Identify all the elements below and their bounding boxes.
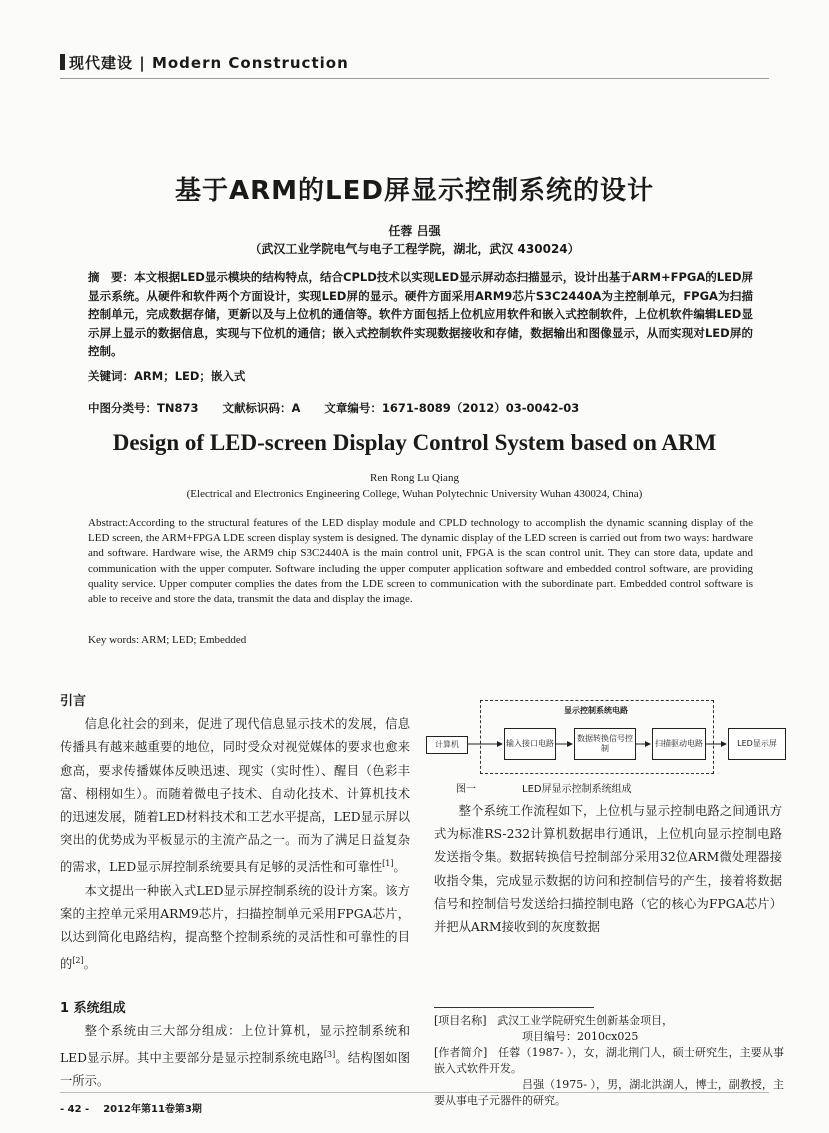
node-led-screen: LED显示屏 [728, 728, 786, 760]
paper-title-en: Design of LED-screen Display Control System based on ARM [112, 430, 717, 455]
section1-paragraph-1: 整个系统由三大部分组成：上位计算机，显示控制系统和LED显示屏。其中主要部分是显示控制系统电路[3]。结构图如图一所示。 [60, 1023, 410, 1089]
page-number: - 42 - [60, 1104, 90, 1115]
affiliation-cn: （武汉工业学院电气与电子工程学院，湖北，武汉 430024） [249, 242, 580, 256]
footnote-divider [434, 1007, 594, 1008]
citation-ref: [2] [72, 956, 84, 966]
header-bar-mark [60, 54, 65, 70]
node-scan-driver: 扫描驱动电路 [652, 728, 706, 760]
page-footer [60, 1100, 202, 1115]
citation-ref: [3] [323, 1050, 336, 1060]
paper-title-cn: 基于ARM的LED屏显示控制系统的设计 [175, 176, 654, 206]
intro-paragraph-1: 信息化社会的到来，促进了现代信息显示技术的发展，信息传播具有越来越重要的地位，同时受众对视觉媒体的要求也愈来愈高，要求传播媒体反映迅速、现实（实时性）、醒目（色彩丰富、栩栩如生）。而随着微电子技术、自动化技术、计算机技术的迅速发展，随着LED材料技术和工艺水平提高，LED显示屏以突出的优势成为平板显示的主流产品之一。而为了满足日益复杂的需求，LED显示屏控制系统要具有足够的灵活性和可靠性[1]。 [60, 717, 410, 875]
control-circuit-label: 显示控制系统电路 [564, 706, 628, 715]
class-number: 中图分类号：TN873 [88, 401, 199, 415]
issue-info: 2012年第11卷第3期 [103, 1104, 202, 1115]
footnote-project-number: 项目编号：2010cx025 [522, 1030, 639, 1043]
footnote-author-label: [作者简介] [434, 1046, 488, 1059]
running-header: 现代建设 | Modern Construction [60, 52, 349, 73]
abstract-cn-label: 摘 要： [88, 270, 135, 284]
keywords-cn: 关键词：ARM；LED；嵌入式 [88, 369, 246, 383]
body-left-column [60, 690, 410, 1094]
header-section-label-en: Modern Construction [151, 54, 349, 72]
classification-line [88, 400, 597, 416]
footnote-author-2: 吕强（1975- ），男，湖北洪湖人，博士，副教授，主要从事电子元器件的研究。 [434, 1078, 784, 1107]
body-right-column [434, 800, 782, 939]
figure-title: LED屏显示控制系统组成 [522, 784, 632, 795]
section-heading-intro: 引言 [60, 694, 87, 709]
authors-en: Ren Rong Lu Qiang [370, 472, 459, 484]
article-number: 文章编号：1671-8089（2012）03-0042-03 [324, 401, 580, 415]
abstract-cn [88, 268, 753, 361]
node-input-interface: 输入接口电路 [504, 728, 556, 760]
footnote-project-label: [项目名称] [434, 1014, 487, 1027]
affiliation-en: (Electrical and Electronics Engineering College, Wuhan Polytechnic University Wuhan 430024, China) [186, 488, 643, 500]
header-section-label: 现代建设 [69, 54, 134, 72]
abstract-cn-text: 本文根据LED显示模块的结构特点，结合CPLD技术以实现LED显示屏动态扫描显示，设计出基于ARM+FPGA的LED屏显示系统。从硬件和软件两个方面设计，实现LED屏的显示。硬件方面采用ARM9芯片S3C2440A为主控制单元，FPGA为扫描控制单元，完成数据存储，更新以及与上位机的通信等。软件方面包括上位机应用软件和嵌入式控制软件，上位机软件编辑LED显示屏上显示的数据信息，实现与下位机的通信；嵌入式控制软件实现数据接收和存储，数据输出和图像显示，从而实现对LED屏的控制。 [88, 270, 754, 358]
authors-cn: 任蓉 吕强 [388, 224, 441, 238]
node-computer: 计算机 [426, 736, 468, 754]
keywords-en: Key words: ARM; LED; Embedded [88, 634, 247, 646]
node-data-convert: 数据转换信号控制 [574, 728, 636, 760]
footer-divider [60, 1092, 769, 1093]
doc-code: 文献标识码：A [222, 401, 301, 415]
footnote-author-1: 任蓉（1987- ），女，湖北荆门人，硕士研究生，主要从事嵌入式软件开发。 [434, 1046, 784, 1075]
footnote-project-text: 武汉工业学院研究生创新基金项目， [497, 1014, 674, 1027]
footnote-block [434, 1013, 784, 1109]
header-divider [60, 78, 769, 79]
figure-caption [456, 780, 632, 795]
citation-ref: [1] [382, 859, 394, 869]
intro-paragraph-2: 本文提出一种嵌入式LED显示屏控制系统的设计方案。该方案的主控单元采用ARM9芯片，扫描控制单元采用FPGA芯片，以达到简化电路结构，提高整个控制系统的灵活性和可靠性的目的[2]。 [60, 883, 410, 972]
workflow-paragraph: 整个系统工作流程如下，上位机与显示控制电路之间通讯方式为标准RS-232计算机数据串行通讯，上位机向显示控制电路发送指令集。数据转换信号控制部分采用32位ARM微处理器接收指令集，完成显示数据的访问和控制信号的产生，接着将数据信号和控制信号发送给扫描控制电路（它的核心为FPGA芯片）并把从ARM接收到的灰度数据 [434, 804, 782, 935]
section-heading-1: 1 系统组成 [60, 1000, 126, 1016]
abstract-en: Abstract:According to the structural features of the LED display module and CPLD technology to accomplish the dynamic scanning display of the LED screen, the ARM+FPGA LDE screen display system is designed. The dynamic display of the LED screen is carried out from two ways: hardware and software. Hardware wise, the ARM9 chip S3C2440A is the main control unit, FPGA is the scan control unit. They can store data, update and communication with the upper computer. Software including the upper computer application software and embedded control software, are providing quality service. Upper computer complies the dates from the LDE screen to communication with the subordinate part. Embedded control software is able to receive and store the data, transmit the data and display the image. [88, 517, 753, 606]
figure-number: 图一 [456, 784, 476, 795]
